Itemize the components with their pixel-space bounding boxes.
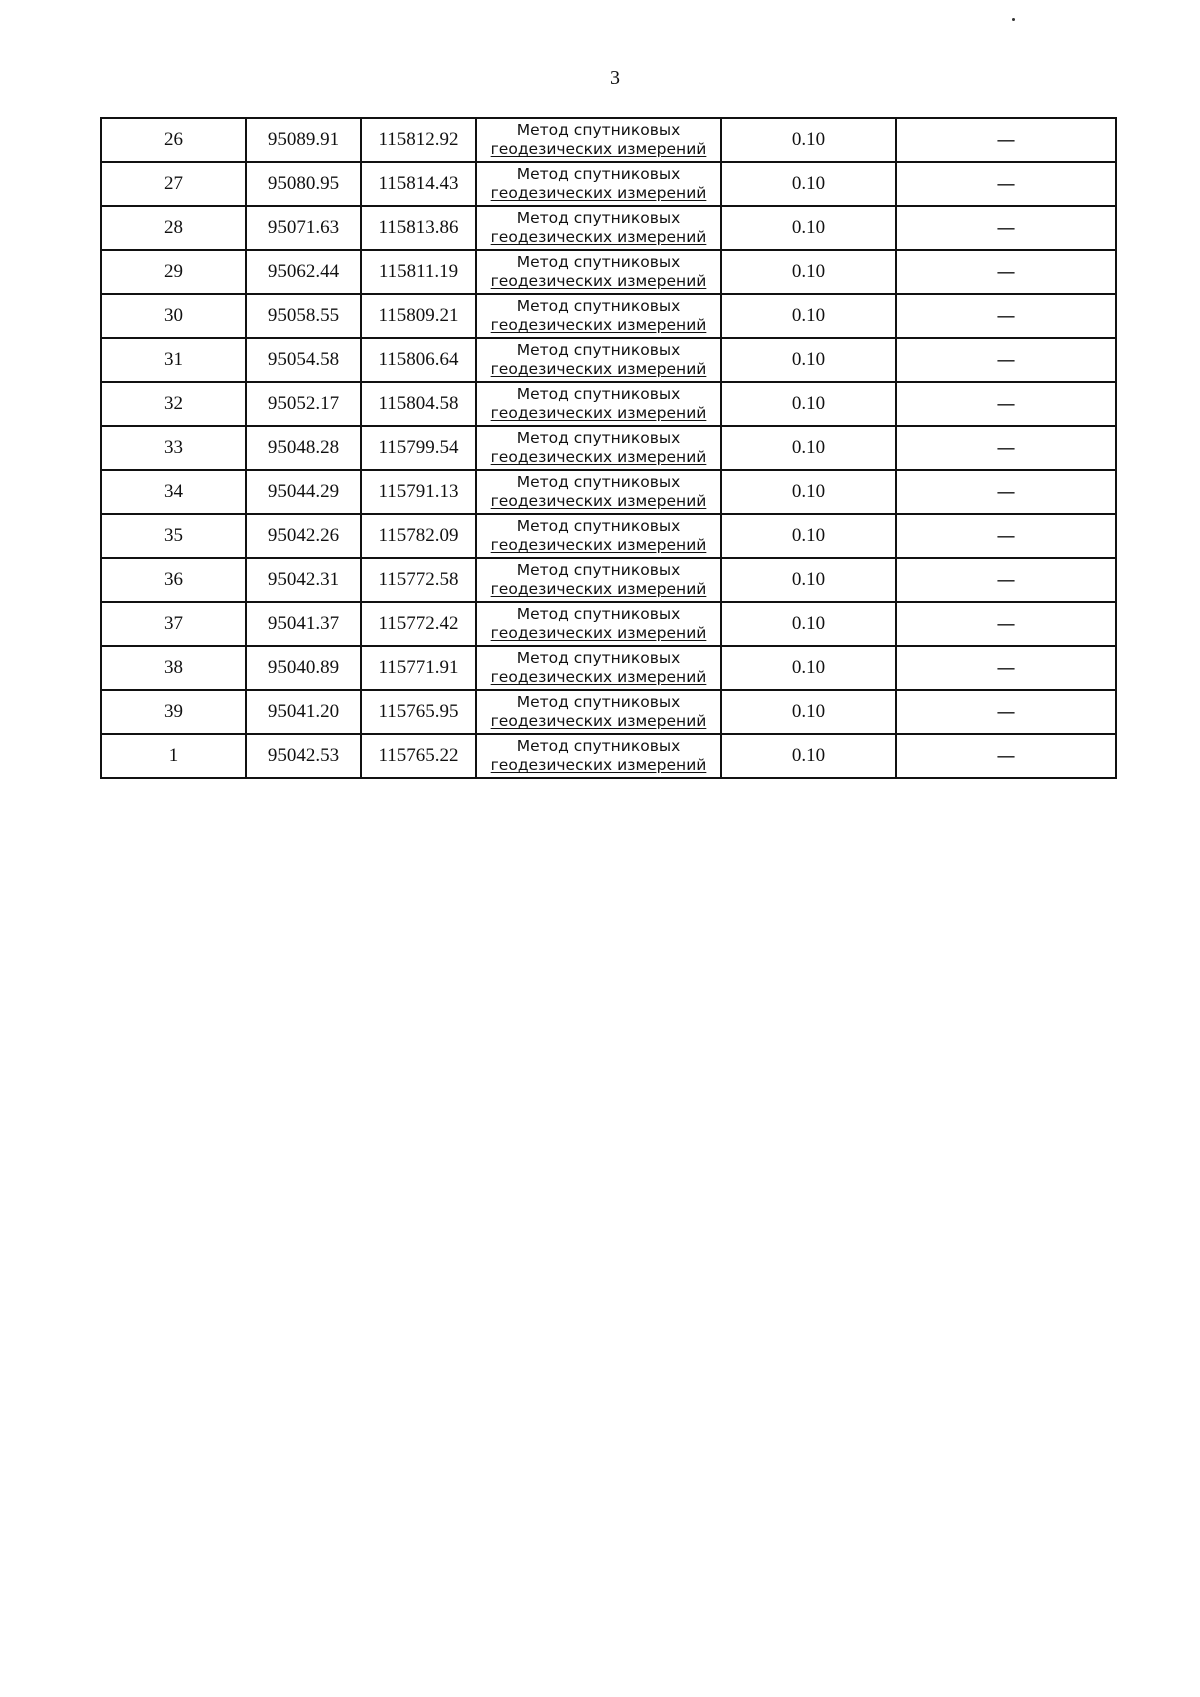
point-number-cell: 35 <box>101 514 246 558</box>
table-row <box>101 382 1116 426</box>
method-text-line1: Метод спутниковых <box>516 649 681 667</box>
y-coordinate-cell: 115782.09 <box>361 514 476 558</box>
method-text-line2: геодезических измерений <box>490 668 707 686</box>
table-row <box>101 646 1116 690</box>
method-cell <box>476 250 721 294</box>
method-cell <box>476 470 721 514</box>
method-text-line1: Метод спутниковых <box>516 385 681 403</box>
table-row <box>101 690 1116 734</box>
method-text-line1: Метод спутниковых <box>516 297 681 315</box>
y-coordinate-cell: 115772.42 <box>361 602 476 646</box>
description-cell: — <box>896 294 1116 338</box>
x-coordinate-cell: 95052.17 <box>246 382 361 426</box>
point-number-cell: 1 <box>101 734 246 778</box>
description-cell: — <box>896 602 1116 646</box>
coordinates-table <box>100 117 1117 779</box>
x-coordinate-cell: 95054.58 <box>246 338 361 382</box>
x-coordinate-cell: 95080.95 <box>246 162 361 206</box>
stray-dot <box>1012 18 1015 21</box>
x-coordinate-cell: 95041.20 <box>246 690 361 734</box>
accuracy-cell: 0.10 <box>721 118 896 162</box>
y-coordinate-cell: 115812.92 <box>361 118 476 162</box>
point-number-cell: 37 <box>101 602 246 646</box>
method-text-line2: геодезических измерений <box>490 140 707 158</box>
method-cell <box>476 338 721 382</box>
x-coordinate-cell: 95048.28 <box>246 426 361 470</box>
accuracy-cell: 0.10 <box>721 162 896 206</box>
method-text-line2: геодезических измерений <box>490 272 707 290</box>
y-coordinate-cell: 115806.64 <box>361 338 476 382</box>
accuracy-cell: 0.10 <box>721 558 896 602</box>
method-cell <box>476 734 721 778</box>
method-cell <box>476 162 721 206</box>
method-text-line2: геодезических измерений <box>490 624 707 642</box>
method-text-line2: геодезических измерений <box>490 404 707 422</box>
method-text-line2: геодезических измерений <box>490 184 707 202</box>
method-text-line1: Метод спутниковых <box>516 517 681 535</box>
point-number-cell: 26 <box>101 118 246 162</box>
method-text-line2: геодезических измерений <box>490 536 707 554</box>
accuracy-cell: 0.10 <box>721 734 896 778</box>
table-row <box>101 294 1116 338</box>
accuracy-cell: 0.10 <box>721 470 896 514</box>
table-row <box>101 162 1116 206</box>
method-text-line1: Метод спутниковых <box>516 737 681 755</box>
accuracy-cell: 0.10 <box>721 646 896 690</box>
x-coordinate-cell: 95044.29 <box>246 470 361 514</box>
point-number-cell: 28 <box>101 206 246 250</box>
method-text-line2: геодезических измерений <box>490 580 707 598</box>
method-text-line1: Метод спутниковых <box>516 209 681 227</box>
accuracy-cell: 0.10 <box>721 690 896 734</box>
table-row <box>101 426 1116 470</box>
point-number-cell: 31 <box>101 338 246 382</box>
table-row <box>101 734 1116 778</box>
method-text-line2: геодезических измерений <box>490 316 707 334</box>
x-coordinate-cell: 95042.53 <box>246 734 361 778</box>
method-text-line1: Метод спутниковых <box>516 165 681 183</box>
description-cell: — <box>896 558 1116 602</box>
x-coordinate-cell: 95071.63 <box>246 206 361 250</box>
description-cell: — <box>896 162 1116 206</box>
method-text-line1: Метод спутниковых <box>516 429 681 447</box>
description-cell: — <box>896 734 1116 778</box>
point-number-cell: 29 <box>101 250 246 294</box>
description-cell: — <box>896 206 1116 250</box>
method-text-line2: геодезических измерений <box>490 492 707 510</box>
method-cell <box>476 558 721 602</box>
y-coordinate-cell: 115813.86 <box>361 206 476 250</box>
table-row <box>101 470 1116 514</box>
y-coordinate-cell: 115809.21 <box>361 294 476 338</box>
accuracy-cell: 0.10 <box>721 206 896 250</box>
description-cell: — <box>896 514 1116 558</box>
method-text-line1: Метод спутниковых <box>516 121 681 139</box>
description-cell: — <box>896 426 1116 470</box>
accuracy-cell: 0.10 <box>721 514 896 558</box>
method-text-line1: Метод спутниковых <box>516 253 681 271</box>
x-coordinate-cell: 95040.89 <box>246 646 361 690</box>
description-cell: — <box>896 690 1116 734</box>
y-coordinate-cell: 115765.22 <box>361 734 476 778</box>
x-coordinate-cell: 95041.37 <box>246 602 361 646</box>
coordinates-table-body <box>101 118 1116 778</box>
point-number-cell: 38 <box>101 646 246 690</box>
method-cell <box>476 118 721 162</box>
y-coordinate-cell: 115811.19 <box>361 250 476 294</box>
x-coordinate-cell: 95058.55 <box>246 294 361 338</box>
table-row <box>101 338 1116 382</box>
table-row <box>101 206 1116 250</box>
description-cell: — <box>896 338 1116 382</box>
y-coordinate-cell: 115771.91 <box>361 646 476 690</box>
x-coordinate-cell: 95089.91 <box>246 118 361 162</box>
accuracy-cell: 0.10 <box>721 426 896 470</box>
method-cell <box>476 426 721 470</box>
method-text-line2: геодезических измерений <box>490 360 707 378</box>
y-coordinate-cell: 115772.58 <box>361 558 476 602</box>
description-cell: — <box>896 646 1116 690</box>
method-text-line2: геодезических измерений <box>490 756 707 774</box>
accuracy-cell: 0.10 <box>721 338 896 382</box>
accuracy-cell: 0.10 <box>721 382 896 426</box>
table-row <box>101 514 1116 558</box>
description-cell: — <box>896 118 1116 162</box>
method-text-line1: Метод спутниковых <box>516 341 681 359</box>
method-text-line1: Метод спутниковых <box>516 605 681 623</box>
point-number-cell: 30 <box>101 294 246 338</box>
y-coordinate-cell: 115799.54 <box>361 426 476 470</box>
method-cell <box>476 602 721 646</box>
method-cell <box>476 206 721 250</box>
y-coordinate-cell: 115804.58 <box>361 382 476 426</box>
description-cell: — <box>896 470 1116 514</box>
y-coordinate-cell: 115791.13 <box>361 470 476 514</box>
table-row <box>101 118 1116 162</box>
description-cell: — <box>896 382 1116 426</box>
point-number-cell: 27 <box>101 162 246 206</box>
accuracy-cell: 0.10 <box>721 602 896 646</box>
x-coordinate-cell: 95062.44 <box>246 250 361 294</box>
point-number-cell: 34 <box>101 470 246 514</box>
method-text-line1: Метод спутниковых <box>516 473 681 491</box>
accuracy-cell: 0.10 <box>721 250 896 294</box>
table-row <box>101 250 1116 294</box>
method-text-line2: геодезических измерений <box>490 448 707 466</box>
point-number-cell: 36 <box>101 558 246 602</box>
page-number: 3 <box>610 67 620 89</box>
x-coordinate-cell: 95042.26 <box>246 514 361 558</box>
method-cell <box>476 646 721 690</box>
method-text-line2: геодезических измерений <box>490 712 707 730</box>
description-cell: — <box>896 250 1116 294</box>
accuracy-cell: 0.10 <box>721 294 896 338</box>
method-cell <box>476 294 721 338</box>
y-coordinate-cell: 115814.43 <box>361 162 476 206</box>
y-coordinate-cell: 115765.95 <box>361 690 476 734</box>
table-row <box>101 602 1116 646</box>
method-cell <box>476 514 721 558</box>
point-number-cell: 32 <box>101 382 246 426</box>
method-text-line2: геодезических измерений <box>490 228 707 246</box>
table-row <box>101 558 1116 602</box>
method-cell <box>476 690 721 734</box>
method-text-line1: Метод спутниковых <box>516 561 681 579</box>
x-coordinate-cell: 95042.31 <box>246 558 361 602</box>
method-text-line1: Метод спутниковых <box>516 693 681 711</box>
method-cell <box>476 382 721 426</box>
point-number-cell: 33 <box>101 426 246 470</box>
point-number-cell: 39 <box>101 690 246 734</box>
